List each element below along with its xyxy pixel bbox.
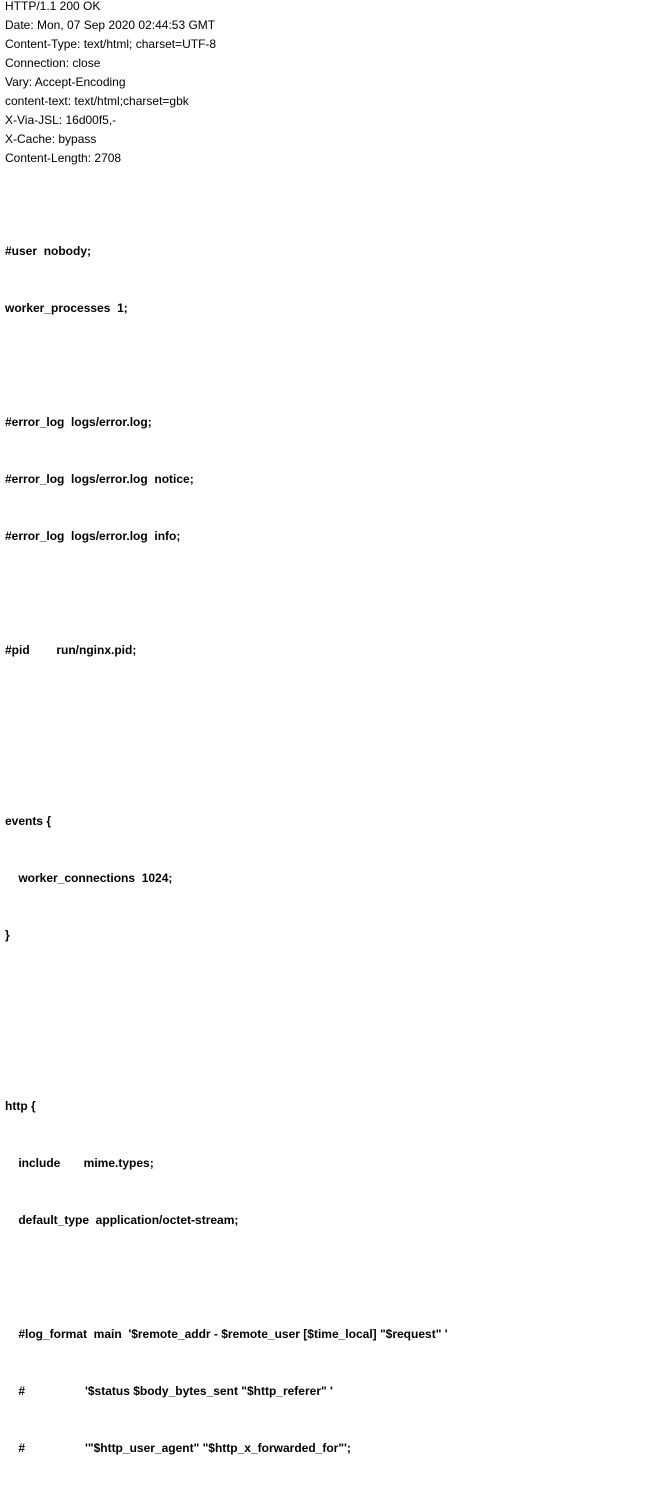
body-line [5,356,448,375]
body-line: #log_format main '$remote_addr - $remote_user [$time_local] "$request" ' [5,1327,448,1341]
body-line: # '"$http_user_agent" "$http_x_forwarded_for"'; [5,1441,351,1455]
body-line [5,584,448,603]
body-line: worker_processes 1; [5,301,128,315]
body-line: #error_log logs/error.log info; [5,529,181,543]
body-line: #pid run/nginx.pid; [5,643,137,657]
body-line [5,1040,448,1059]
header-content-type: Content-Type: text/html; charset=UTF-8 [5,37,217,51]
body-line: #error_log logs/error.log notice; [5,472,194,486]
header-date: Date: Mon, 07 Sep 2020 02:44:53 GMT [5,18,216,32]
header-x-via-jsl: X-Via-JSL: 16d00f5,- [5,113,117,127]
body-line: include mime.types; [5,1156,154,1170]
body-line: #error_log logs/error.log; [5,415,152,429]
body-line: http { [5,1099,36,1113]
body-line [5,1268,448,1287]
body-line: default_type application/octet-stream; [5,1213,239,1227]
body-line: #user nobody; [5,244,92,258]
header-content-length: Content-Length: 2708 [5,151,122,165]
status-line: HTTP/1.1 200 OK [5,0,101,13]
response-headers [5,0,655,168]
header-content-text: content-text: text/html;charset=gbk [5,94,189,108]
header-vary: Vary: Accept-Encoding [5,75,126,89]
body-line [5,755,448,774]
body-line: worker_connections 1024; [5,871,173,885]
body-line [5,698,448,717]
body-line: events { [5,814,52,828]
response-body [5,204,448,1496]
header-connection: Connection: close [5,56,101,70]
body-line: # '$status $body_bytes_sent "$http_referer" ' [5,1384,333,1398]
raw-response-view [5,0,655,1455]
header-x-cache: X-Cache: bypass [5,132,97,146]
body-line: } [5,928,10,942]
body-line [5,983,448,1002]
